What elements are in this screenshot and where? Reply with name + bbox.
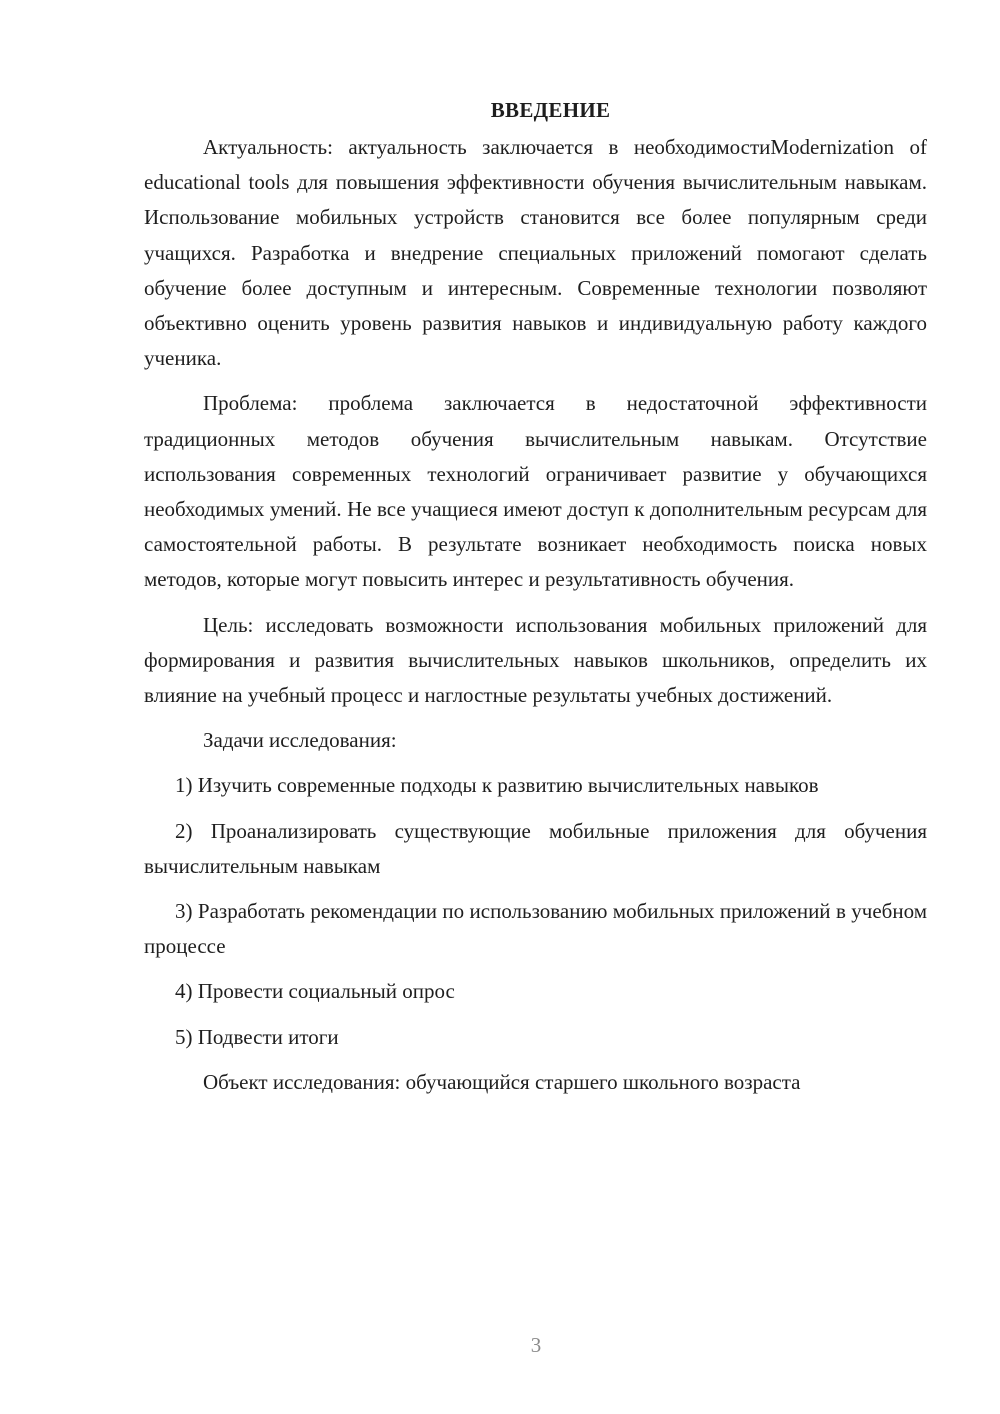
task-item-1: 1) Изучить современные подходы к развитию вычислительных навыков (175, 773, 819, 798)
task-item-5: 5) Подвести итоги (175, 1024, 339, 1049)
task-item-3: 3) Разработать рекомендации по использованию мобильных приложений в учебном процессе (144, 899, 927, 959)
page-number: 3 (530, 1333, 542, 1357)
page-content (144, 92, 927, 1110)
tasks-label: Задачи исследования: (203, 728, 397, 753)
task-item-4: 4) Провести социальный опрос (175, 979, 455, 1004)
section-heading: ВВЕДЕНИЕ (490, 98, 611, 122)
problem-paragraph: Проблема: проблема заключается в недостаточной эффективности традиционных методов обучения вычислительным навыкам. Отсутствие использования современных технологий ограничивает развитие у обучающихся необходимых умений. Не все учащиеся имеют доступ к дополнительным ресурсам для самостоятельной работы. В результате возникает необходимость поиска новых методов, которые могут повысить интерес и результативность обучения. (144, 391, 927, 592)
goal-paragraph: Цель: исследовать возможности использования мобильных приложений для формирования и развития вычислительных навыков школьников, определить их влияние на учебный процесс и наглостные результаты учебных достижений. (144, 612, 927, 708)
task-item-2: 2) Проанализировать существующие мобильные приложения для обучения вычислительным навыкам (144, 818, 927, 878)
relevance-paragraph: Актуальность: актуальность заключается в необходимостиModernization of educational tools для повышения эффективности обучения вычислительным навыкам. Использование мобильных устройств становится все более популярным среди учащихся. Разработка и внедрение специальных приложений помогают сделать обучение более доступным и интересным. Современные технологии позволяют объективно оценить уровень развития навыков и индивидуальную работу каждого ученика. (144, 135, 927, 371)
object-paragraph: Объект исследования: обучающийся старшего школьного возраста (203, 1069, 801, 1094)
